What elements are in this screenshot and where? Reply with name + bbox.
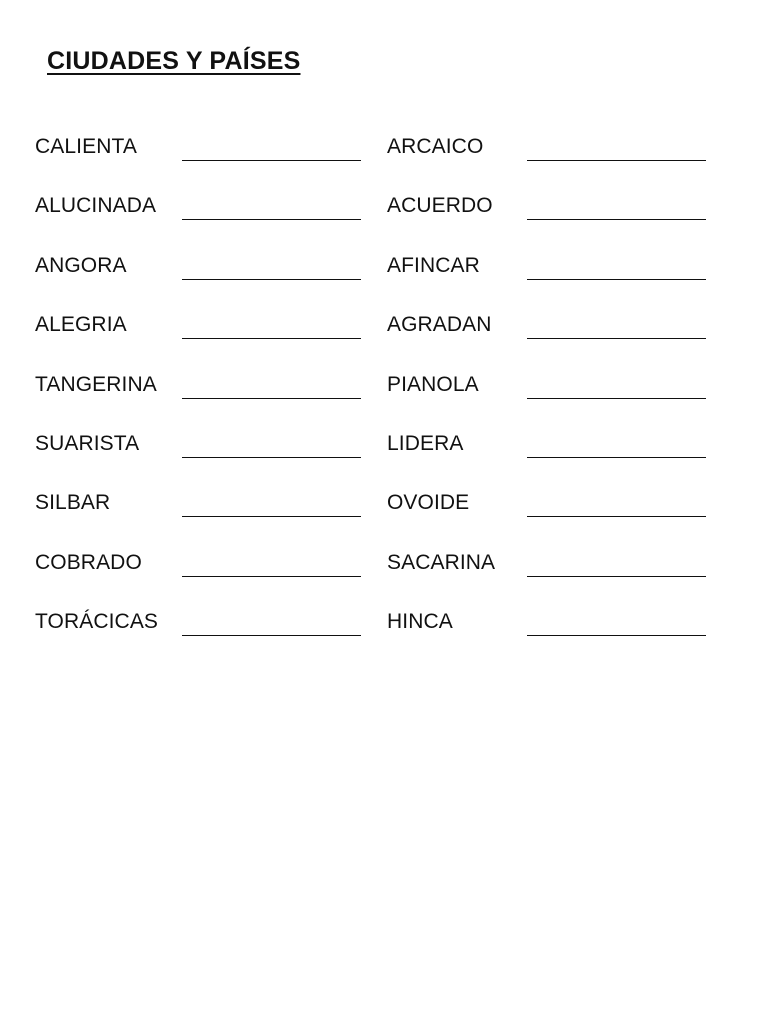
word-row <box>35 304 735 363</box>
right-answer-blank[interactable] <box>527 576 706 577</box>
word-row <box>35 245 735 304</box>
word-row <box>35 185 735 244</box>
left-answer-blank[interactable] <box>182 516 361 517</box>
left-word: ANGORA <box>35 253 127 277</box>
left-word: TORÁCICAS <box>35 610 159 634</box>
right-word: HINCA <box>387 610 453 634</box>
right-word: ARCAICO <box>387 135 484 158</box>
word-row <box>35 482 735 541</box>
left-answer-blank[interactable] <box>182 338 361 339</box>
left-word: ALEGRIA <box>35 313 127 337</box>
right-answer-blank[interactable] <box>527 279 706 280</box>
right-word: ACUERDO <box>387 194 493 218</box>
right-answer-blank[interactable] <box>527 219 706 220</box>
right-word: LIDERA <box>387 431 464 455</box>
right-word: AFINCAR <box>387 253 480 277</box>
left-word: COBRADO <box>35 550 142 574</box>
left-answer-blank[interactable] <box>182 457 361 458</box>
right-word: AGRADAN <box>387 313 492 337</box>
word-row <box>35 542 735 601</box>
left-word: ALUCINADA <box>35 194 157 218</box>
left-answer-blank[interactable] <box>182 279 361 280</box>
word-row <box>35 126 735 185</box>
right-answer-blank[interactable] <box>527 457 706 458</box>
left-answer-blank[interactable] <box>182 635 361 636</box>
right-answer-blank[interactable] <box>527 398 706 399</box>
left-word: CALIENTA <box>35 135 137 158</box>
word-row <box>35 364 735 423</box>
word-row <box>35 601 735 660</box>
left-answer-blank[interactable] <box>182 398 361 399</box>
left-answer-blank[interactable] <box>182 219 361 220</box>
right-answer-blank[interactable] <box>527 160 706 161</box>
left-word: SUARISTA <box>35 431 140 455</box>
word-list <box>35 126 735 661</box>
right-word: PIANOLA <box>387 372 479 396</box>
right-answer-blank[interactable] <box>527 338 706 339</box>
left-word: TANGERINA <box>35 372 157 396</box>
right-word: SACARINA <box>387 550 496 574</box>
right-answer-blank[interactable] <box>527 516 706 517</box>
page-title: CIUDADES Y PAÍSES <box>47 47 301 75</box>
right-word: OVOIDE <box>387 491 470 515</box>
word-row <box>35 423 735 482</box>
right-answer-blank[interactable] <box>527 635 706 636</box>
left-word: SILBAR <box>35 491 111 515</box>
left-answer-blank[interactable] <box>182 576 361 577</box>
left-answer-blank[interactable] <box>182 160 361 161</box>
